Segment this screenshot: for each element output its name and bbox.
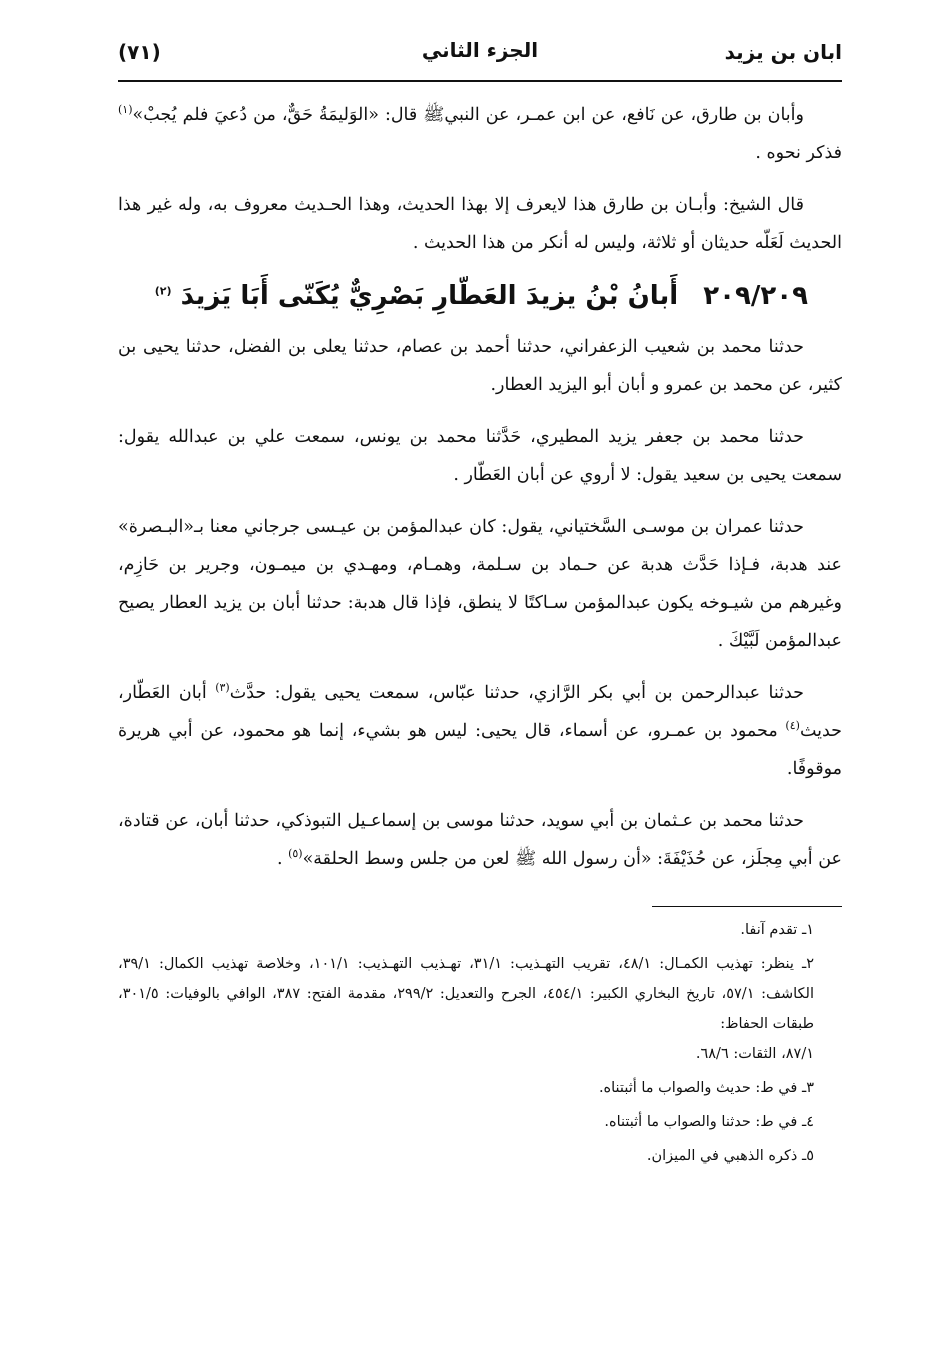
running-head-volume: الجزء الثاني <box>421 38 539 62</box>
footnote-ref: (٣) <box>215 681 230 695</box>
footnote-ref: (١) <box>118 103 133 117</box>
footnote-text: ٢ـ ينظر: تهذيب الكمـال: ٤٨/١، تقريب التهـذيب: ٣١/١، تهـذيب التهـذيب: ١٠١/١، وخلاصة تهذيب الكمال: ٣٩/١، الكاشف: ٥٧/١، تاريخ البخاري الكبير: ٤٥٤/١، الجرح والتعديل: ٢٩٩/٢، مقدمة الفتح: ٣٨٧، الوافي بالوفيات: ٣٠١/٥، طبقات الحفاظ: <box>118 956 814 1032</box>
footnote-ref: (٥) <box>288 847 303 861</box>
footnote-2 <box>118 949 842 1069</box>
paragraph-text: محمود بن عمـرو، عن أسماء، قال يحيى: ليس هو بشيء، إنما هو محمود، عن أبي هريرة موقوفًا. <box>118 721 842 779</box>
header-divider <box>118 80 842 82</box>
book-page <box>118 30 842 1340</box>
entry-heading <box>118 274 842 318</box>
running-head-entry: ابان بن يزيد <box>724 40 842 64</box>
paragraph-narration-1: حدثنا محمد بن شعيب الزعفراني، حدثنا أحمد بن عصام، حدثنا يعلى بن الفضل، حدثنا يحيى بن كثير، عن محمد بن عمرو و أبان أبو اليزيد العطار. <box>118 337 842 395</box>
page-number: (٧١) <box>118 40 161 64</box>
paragraph-text: حدثنا عبدالرحمن بن أبي بكر الرَّازي، حدثنا عبّاس، سمعت يحيى يقول: حدَّث <box>229 683 804 703</box>
entry-number: ٢٠٩/٢٠٩ <box>703 281 808 311</box>
footnote-5: ٥ـ ذكره الذهبي في الميزان. <box>646 1148 814 1164</box>
paragraph-narration-3: حدثنا عمران بن موسـى السَّختياني، يقول: كان عبدالمؤمن بن عيـسى جرجاني معنا بـ«البـصرة» عند هدبة، فـإذا حَدَّث هدبة عن حـماد بن سـلمة، وهمـام، ومهـدي بن ميمـون، وجرير بن حَازِم، وغيرهم من شيـوخه يكون عبدالمؤمن سـاكتًا لا ينطق، فإذا قال هدبة: حدثنا أبان بن يزيد العطار يصيح عبدالمؤمن لَبَّيْكَ . <box>118 517 842 651</box>
paragraph-text: وأبان بن طارق، عن نَافع، عن ابن عمـر، عن النبيﷺ قال: «الوَليمَةُ حَقٌّ، من دُعيَ فلم يُجبْ» <box>132 105 804 125</box>
paragraph-text: فذكر نحوه . <box>755 143 842 163</box>
footnote-ref: (٤) <box>785 719 800 733</box>
paragraph-narration-2: حدثنا محمد بن جعفر يزيد المطيري، حَدَّثنا محمد بن يونس، سمعت علي بن عبدالله يقول: سمعت يحيى بن سعيد يقول: لا أروي عن أبان العَطّار . <box>118 427 842 485</box>
footnote-ref: (٢) <box>154 284 172 298</box>
footnote-1: ١ـ تقدم آنفا. <box>740 922 814 938</box>
paragraph-sheikh-comment: قال الشيخ: وأبـان بن طارق هذا لايعرف إلا بهذا الحديث، وهذا الحـديث معروف به، وله غير هذا الحديث لَعَلّه حديثان أو ثلاثة، وليس له أنكر من هذا الحديث . <box>118 195 842 253</box>
footnote-4: ٤ـ في ط: حدثنا والصواب ما أثبتناه. <box>604 1114 814 1130</box>
page-header <box>118 30 842 80</box>
footnote-3: ٣ـ في ط: حديث والصواب ما أثبتناه. <box>598 1080 814 1096</box>
paragraph-narration-5 <box>118 802 842 878</box>
footnote-divider <box>652 906 842 907</box>
paragraph-text: حدثنا محمد بن عـثمان بن أبي سويد، حدثنا موسى بن إسماعـيل التبوذكي، حدثنا أبان، عن قتادة، عن أبي مِجلَز، عن حُذَيْفَةَ: «أن رسول الله ﷺ لعن من جلس وسط الحلقة» <box>118 811 842 869</box>
paragraph-text: أبان العَطّار، حديث <box>118 683 842 741</box>
paragraph-narration-4 <box>118 674 842 788</box>
footnotes <box>118 915 842 1171</box>
entry-title-text: أَبانُ بْنُ يزيدَ العَطّارِ بَصْرِيٌّ يُكَنّى أَبَا يَزيدَ <box>180 281 679 311</box>
footnote-text: ٨٧/١، الثقات: ٦٨/٦. <box>695 1046 814 1062</box>
paragraph-aban-ibn-tariq <box>118 96 842 172</box>
paragraph-text: . <box>276 849 289 869</box>
